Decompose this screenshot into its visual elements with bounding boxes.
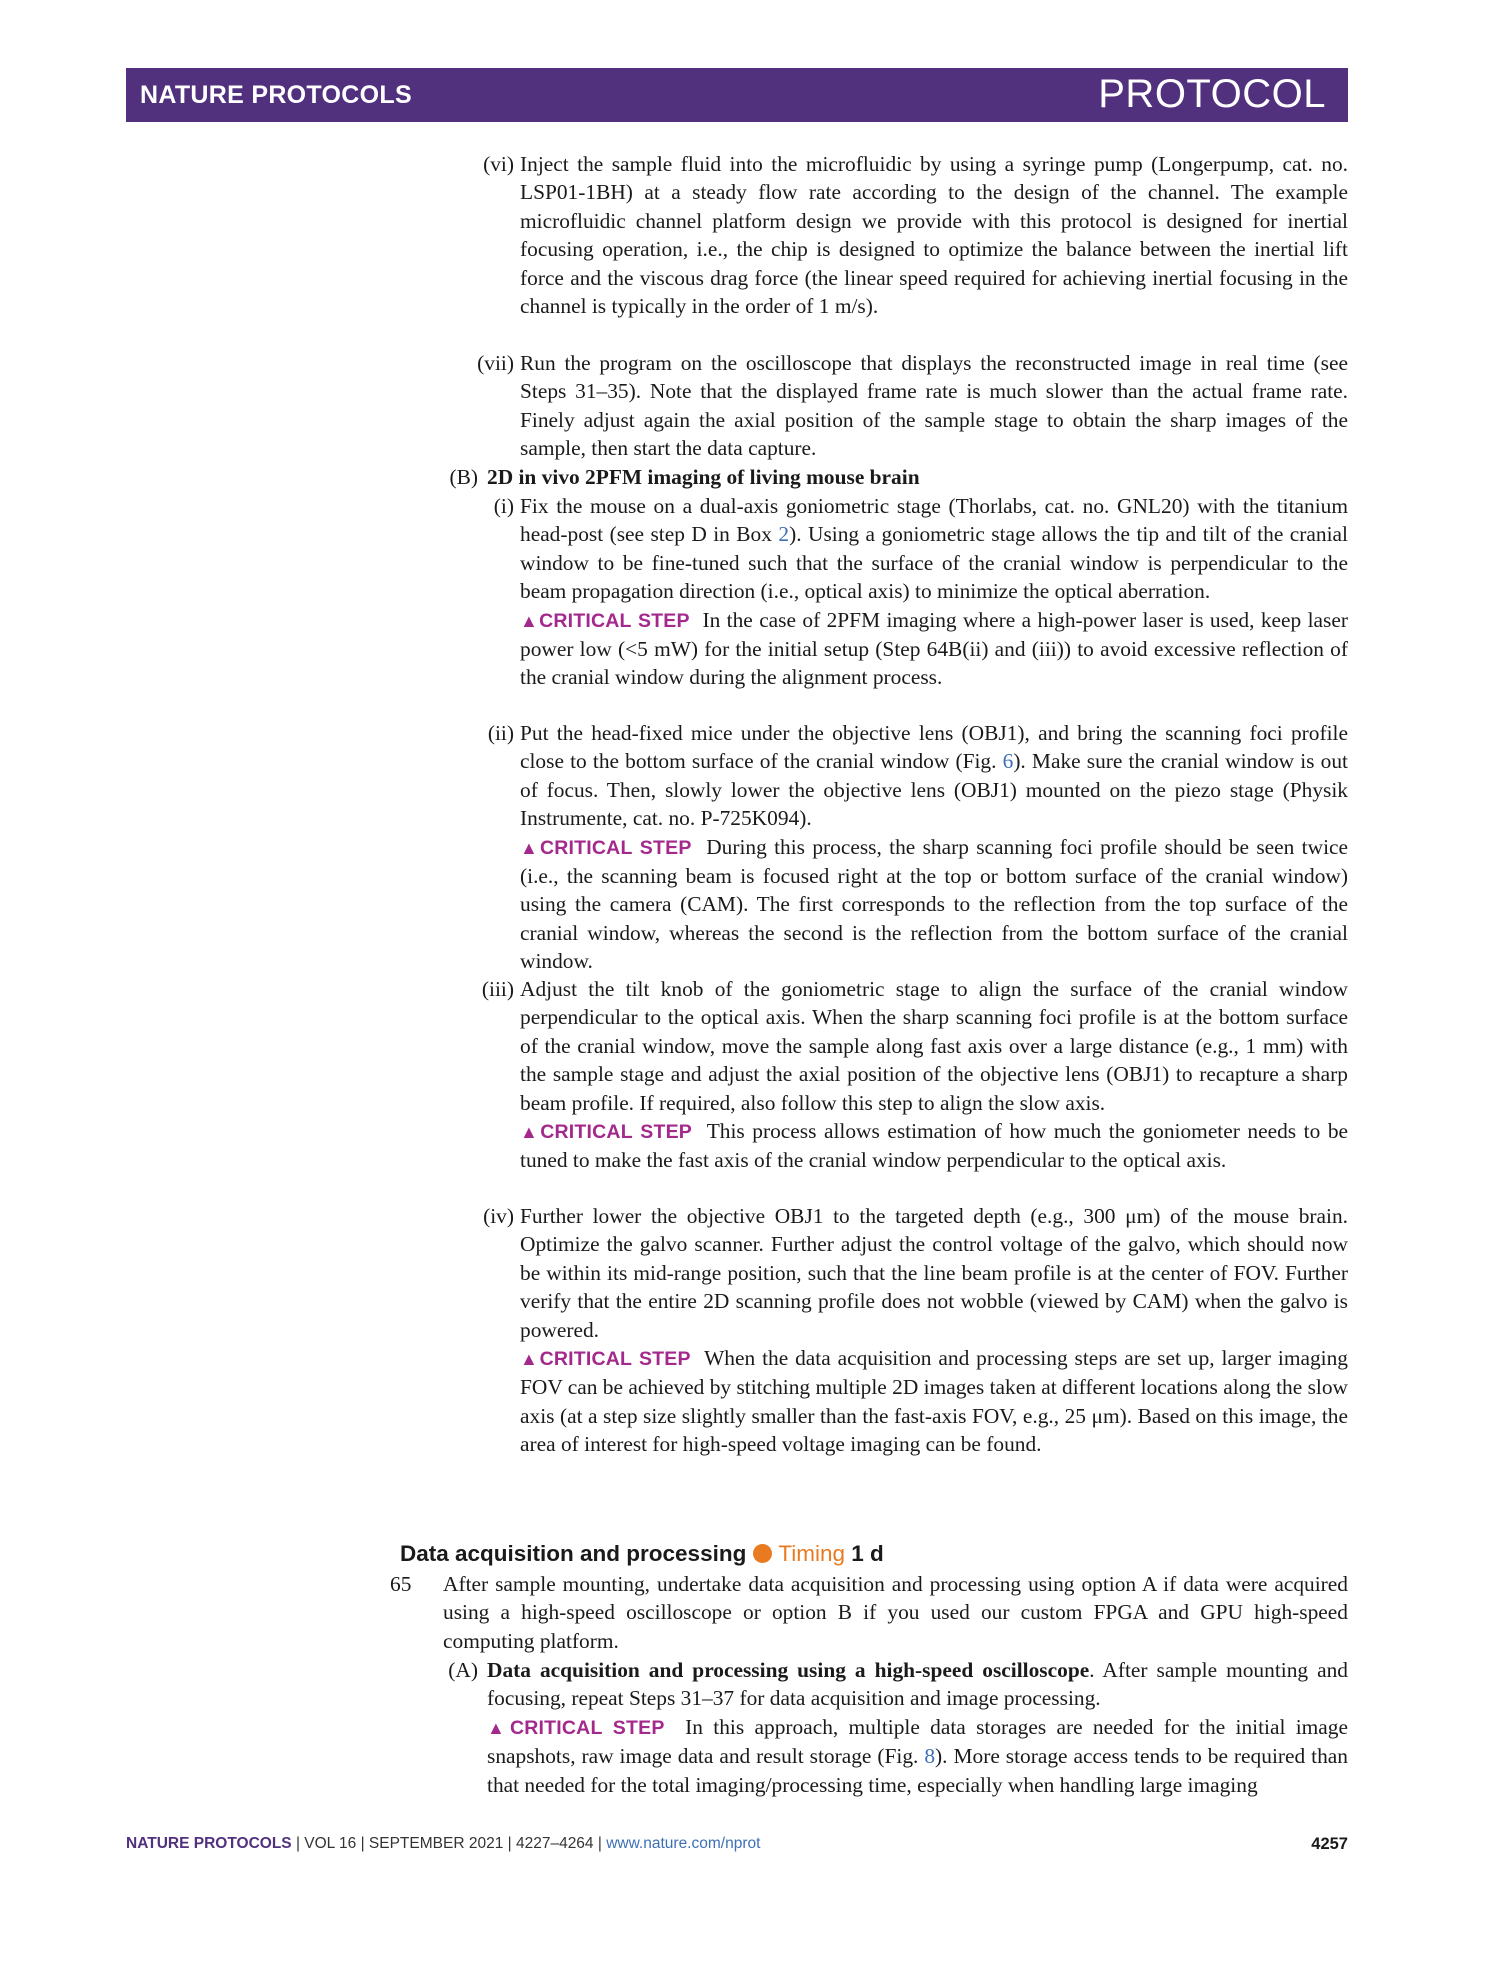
critical-step-text: In the case of 2PFM imaging where a high-power laser is used, keep laser power low (<5 mW) for the initial setup (Step 64B(ii) and (iii)) to avoid excessive reflection of the cranial window during the alignment process. <box>520 607 1348 690</box>
step-number: (iii) <box>481 977 514 1001</box>
critical-step-text: In this approach, multiple data storages are needed for the initial image snapshots, raw image data and result storage (Fig. <box>487 1714 1348 1769</box>
footer-date: SEPTEMBER 2021 <box>368 1835 504 1852</box>
footer-separator: | <box>291 1835 305 1852</box>
step-block <box>520 975 1348 1175</box>
journal-name: NATURE PROTOCOLS <box>140 81 412 109</box>
page-number: 4257 <box>1311 1835 1348 1853</box>
critical-step <box>487 1713 1348 1799</box>
timing-value: 1 d <box>851 1541 884 1566</box>
option-title: 2D in vivo 2PFM imaging of living mouse brain <box>487 465 920 489</box>
step-text: Run the program on the oscilloscope that displays the reconstructed image in real time (see Steps 31–35). Note that the displayed frame rate is much slower than the actual frame rate. Finely adjust again the axial position of the sample stage to obtain the sharp images of the sample, then start the data capture. <box>520 351 1348 461</box>
step-block <box>520 1202 1348 1459</box>
warning-triangle-icon: ▲ <box>520 610 540 631</box>
step-number: (vii) <box>477 351 514 375</box>
step-number: (vi) <box>483 152 514 176</box>
step-text: Further lower the objective OBJ1 to the targeted depth (e.g., 300 μm) of the mouse brain. Optimize the galvo scanner. Further adjust the control voltage of the galvo, which should now be within its mid-range position, such that the line beam profile is at the center of FOV. Further verify that the entire 2D scanning profile does not wobble (viewed by CAM) when the galvo is powered. <box>520 1204 1348 1342</box>
step-number: (i) <box>493 494 514 518</box>
figure-reference-link[interactable]: 8 <box>924 1744 936 1769</box>
option-title: Data acquisition and processing using a high-speed oscilloscope <box>487 1658 1090 1682</box>
warning-triangle-icon: ▲ <box>520 1122 541 1143</box>
section-heading <box>400 1541 884 1567</box>
step-text: Inject the sample fluid into the microfluidic by using a syringe pump (Longerpump, cat. no. LSP01-1BH) at a steady flow rate according to the design of the channel. The example microfluidic channel platform design we provide with this protocol is designed for inertial focusing operation, i.e., the chip is designed to optimize the balance between the inertial lift force and the viscous drag force (the linear speed required for achieving inertial focusing in the channel is typically in the order of 1 m/s). <box>520 152 1348 319</box>
critical-step-label: ▲CRITICAL STEP <box>520 1348 691 1371</box>
footer-pages: 4227–4264 <box>515 1835 594 1852</box>
critical-step <box>520 1117 1348 1175</box>
critical-step <box>520 1344 1348 1459</box>
timing-clock-icon <box>753 1544 772 1563</box>
step-block <box>520 492 1348 692</box>
box-reference-link[interactable]: 2 <box>778 522 790 547</box>
footer-volume: VOL 16 <box>304 1835 357 1852</box>
step-text: . After sample mounting and focusing, repeat Steps 31–37 for data acquisition and image processing. <box>487 1658 1348 1711</box>
warning-triangle-icon: ▲ <box>487 1717 510 1738</box>
critical-step-text: When the data acquisition and processing steps are set up, larger imaging FOV can be achieved by stitching multiple 2D images taken at different locations along the slow axis (at a step size slightly smaller than the fast-axis FOV, e.g., 25 μm). Based on this image, the area of interest for high-speed voltage imaging can be found. <box>520 1346 1348 1457</box>
footer-separator: | <box>356 1835 369 1852</box>
footer-url-link[interactable]: www.nature.com/nprot <box>606 1835 761 1852</box>
step-text: After sample mounting, undertake data acquisition and processing using option A if data were acquired using a high-speed oscilloscope or option B if you used our custom FPGA and GPU high-speed computing platform. <box>443 1572 1348 1653</box>
warning-triangle-icon: ▲ <box>520 837 540 858</box>
step-text-cont: ). Using a goniometric stage allows the tip and tilt of the cranial window to be fine-tuned such that the surface of the cranial window is perpendicular to the beam propagation direction (i.e., optical axis) to minimize the optical aberration. <box>520 522 1348 604</box>
critical-step-text: During this process, the sharp scanning foci profile should be seen twice (i.e., the scanning beam is focused right at the top or bottom surface of the cranial window) using the camera (CAM). The first corresponds to the reflection from the top surface of the cranial window, whereas the second is the reflection from the bottom surface of the cranial window. <box>520 834 1349 974</box>
step-block <box>487 1656 1348 1799</box>
option-letter: (A) <box>448 1658 478 1682</box>
critical-step <box>520 833 1348 976</box>
step-number: 65 <box>390 1572 412 1596</box>
step-text: Fix the mouse on a dual-axis goniometric stage (Thorlabs, cat. no. GNL20) with the titanium head-post (see step D in Box <box>520 494 1348 547</box>
step-text: Put the head-fixed mice under the objective lens (OBJ1), and bring the scanning foci profile close to the bottom surface of the cranial window (Fig. <box>520 721 1348 774</box>
step-number: (ii) <box>487 721 514 745</box>
step-text: Adjust the tilt knob of the goniometric stage to align the surface of the cranial window perpendicular to the optical axis. When the sharp scanning foci profile is at the bottom surface of the cranial window, move the sample along fast axis over a large distance (e.g., 1 mm) with the sample stage and adjust the axial position of the objective lens (OBJ1) to recapture a sharp beam profile. If required, also follow this step to align the slow axis. <box>520 977 1348 1115</box>
critical-step-text-cont: ). More storage access tends to be required than that needed for the total imaging/processing time, especially when handling large imaging <box>487 1744 1348 1797</box>
header-banner <box>126 68 1348 122</box>
footer-separator: | <box>503 1835 516 1852</box>
critical-step-label: ▲CRITICAL STEP <box>520 1121 692 1144</box>
critical-step-label: ▲CRITICAL STEP <box>520 609 690 632</box>
section-title: Data acquisition and processing <box>400 1541 747 1566</box>
critical-step-label: ▲CRITICAL STEP <box>520 836 692 859</box>
warning-triangle-icon: ▲ <box>520 1349 540 1370</box>
footer-journal: NATURE PROTOCOLS <box>126 1835 292 1852</box>
step-text-cont: ). Make sure the cranial window is out of focus. Then, slowly lower the objective lens (OBJ1) mounted on the piezo stage (Physik Instrumente, cat. no. P-725K094). <box>520 749 1348 831</box>
critical-step <box>520 606 1348 692</box>
critical-step-text: This process allows estimation of how much the goniometer needs to be tuned to make the fast axis of the cranial window perpendicular to the optical axis. <box>520 1119 1349 1173</box>
article-type: PROTOCOL <box>1098 72 1326 116</box>
footer-separator: | <box>593 1835 607 1852</box>
critical-step-label: ▲CRITICAL STEP <box>487 1716 665 1739</box>
page-footer <box>126 1835 1348 1853</box>
step-block <box>520 719 1348 976</box>
step-number: (iv) <box>483 1204 514 1228</box>
option-letter: (B) <box>449 465 478 489</box>
timing-label: Timing <box>778 1541 846 1566</box>
figure-reference-link[interactable]: 6 <box>1002 749 1014 774</box>
